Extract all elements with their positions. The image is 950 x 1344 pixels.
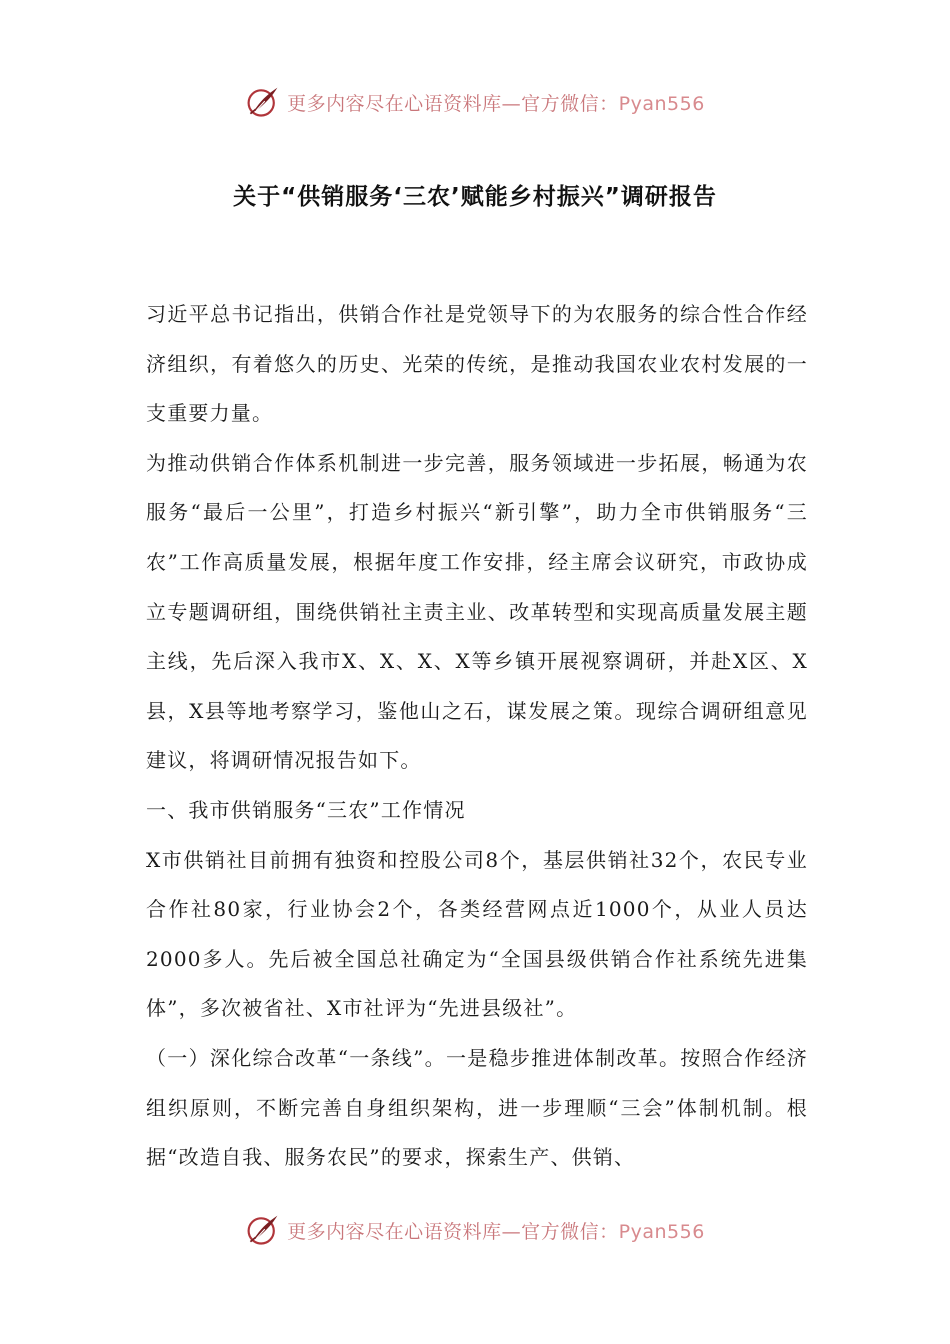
paragraph: （一）深化综合改革“一条线”。一是稳步推进体制改革。按照合作经济组织原则，不断完善自身组织架构，进一步理顺“三会”体制机制。根据“改造自我、服务农民”的要求，探索生产、供销、 <box>146 1045 808 1170</box>
document-body <box>146 290 808 1183</box>
paragraph: 习近平总书记指出，供销合作社是党领导下的为农服务的综合性合作经济组织，有着悠久的历史、光荣的传统，是推动我国农业农村发展的一支重要力量。 <box>146 302 808 426</box>
paragraph: 为推动供销合作体系机制进一步完善，服务领域进一步拓展，畅通为农服务“最后一公里”，打造乡村振兴“新引擎”，助力全市供销服务“三农”工作高质量发展，根据年度工作安排，经主席会议研究，市政协成立专题调研组，围绕供销社主责主业、改革转型和实现高质量发展主题主线，先后深入我市X、X、X、X等乡镇开展视察调研，并赴X区、X县，X县等地考察学习，鉴他山之石，谋发展之策。现综合调研组意见建议，将调研情况报告如下。 <box>146 450 808 773</box>
banner-slogan: 更多内容尽在心语资料库—官方微信： <box>287 92 619 115</box>
document-title: 关于“供销服务‘三农’赋能乡村振兴”调研报告 <box>233 184 717 210</box>
quill-logo-icon <box>245 84 281 120</box>
quill-logo-icon <box>245 1212 281 1248</box>
banner-wechat-id: Pyan556 <box>618 92 705 115</box>
paragraph: X市供销社目前拥有独资和控股公司8个，基层供销社32个，农民专业合作社80家，行业协会2个，各类经营网点近1000个，从业人员达2000多人。先后被全国总社确定为“全国县级供销合作社系统先进集体”，多次被省社、X市社评为“先进县级社”。 <box>146 847 808 1021</box>
banner-text <box>287 89 705 116</box>
footer-watermark-banner <box>0 1206 950 1254</box>
section-heading: 一、我市供销服务“三农”工作情况 <box>146 797 466 822</box>
banner-text <box>287 1217 705 1244</box>
banner-slogan: 更多内容尽在心语资料库—官方微信： <box>287 1220 619 1243</box>
header-watermark-banner <box>0 78 950 126</box>
banner-wechat-id: Pyan556 <box>618 1220 705 1243</box>
